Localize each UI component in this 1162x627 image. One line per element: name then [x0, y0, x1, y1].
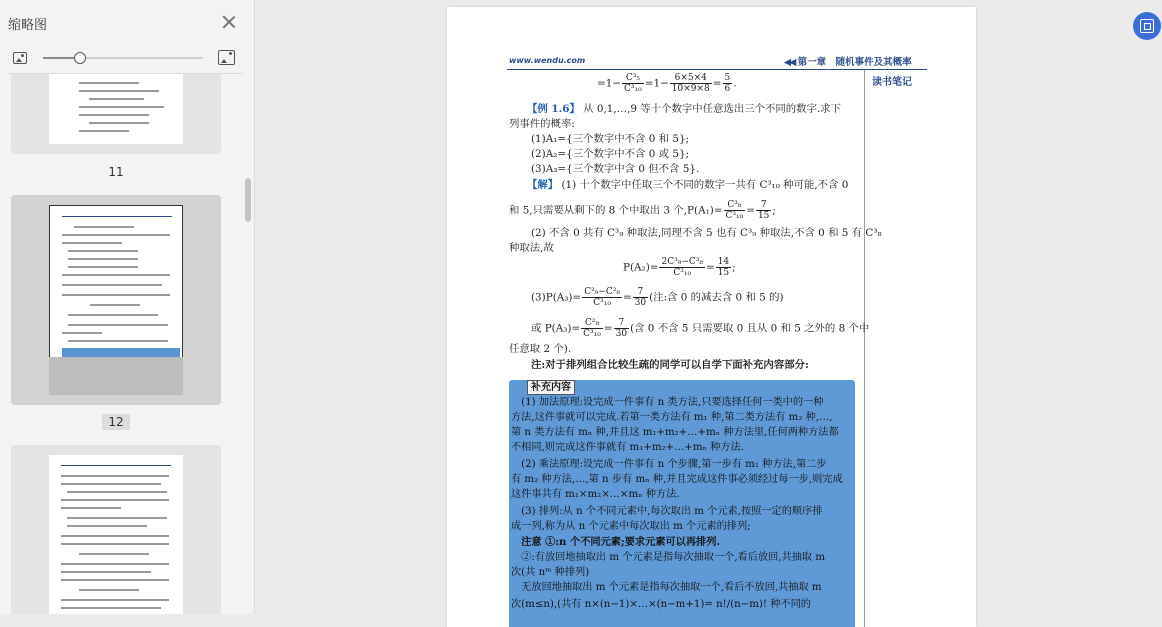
equation-line: (3)P(A₃)= $\frac{\text{C²₉−C²₈}}{\text{C³₁₀}}$ = $\frac{7}{30}$ (注:含 0 的减去含 0 和 5 的) — [531, 287, 784, 308]
slider-knob[interactable] — [74, 52, 86, 64]
supplement-line: 注意 ①:n 个不同元素;要求元素可以再排列. — [511, 536, 720, 548]
supplement-line: 有 m₂ 种方法,…,第 n 步有 mₙ 种,并且完成这件事必须经过每一步,则完成 — [511, 474, 843, 485]
supplement-line: 无放回地抽取出 m 个元素是指每次抽取一个,看后不放回,共抽取 m — [511, 582, 822, 593]
text-line: (2) 不含 0 共有 C³₉ 种取法,同理不含 5 也有 C³₉ 种取法,不含 0 和 5 有 C³₈ — [531, 227, 882, 239]
thumbnail-size-slider[interactable] — [43, 57, 203, 59]
equation-line: 或 P(A₃)= $\frac{\text{C²₈}}{\text{C³₁₀}}$ = $\frac{7}{30}$ (含 0 不含 5 只需要取 0 且从 0 和 5 之外的 8 个中 — [531, 318, 870, 339]
zoom-in-image-icon[interactable] — [218, 50, 235, 65]
site-url: www.wendu.com — [509, 56, 586, 65]
chapter-title: ◀◀ 第一章 随机事件及其概率 — [783, 57, 912, 68]
thumbnail-page-12[interactable] — [11, 195, 221, 405]
note-line: 注:对于排列组合比较生疏的同学可以自学下面补充内容部分: — [531, 359, 809, 371]
thumbnail-page-image — [49, 74, 183, 144]
supplement-line: 次(m≤n),(共有 n×(n−1)×…×(n−m+1)= n!/(n−m)! 种不同的 — [511, 599, 811, 610]
equation-line: P(A₂)= $\frac{\text{2C³₉−C³₈}}{\text{C³₁₀}}$ = $\frac{14}{15}$ ; — [623, 257, 736, 278]
reading-notes-label: 读书笔记 — [872, 77, 912, 88]
example-heading: 【例 1.6】 从 0,1,…,9 等十个数字中任意选出三个不同的数字.求下 — [527, 103, 842, 115]
text-line: (3)A₃={三个数字中含 0 但不含 5}. — [531, 163, 700, 175]
text-line: 列事件的概率: — [509, 118, 575, 130]
supplement-line: 方法,这件事就可以完成.若第一类方法有 m₁ 种,第二类方法有 m₂ 种,…, — [511, 412, 833, 423]
thumbnail-page-number: 11 — [108, 165, 124, 179]
text-line: 任意取 2 个). — [509, 343, 572, 355]
thumbnail-sidebar — [0, 0, 255, 614]
thumbnail-page-image — [49, 455, 183, 614]
supplement-line: 第 n 类方法有 mₙ 种,并且这 m₁+m₂+…+mₙ 种方法里,任何两种方法都 — [511, 427, 839, 438]
document-page — [447, 7, 976, 627]
thumbnail-viewport-overlay — [49, 357, 183, 395]
text-line: (1)A₁={三个数字中不含 0 和 5}; — [531, 133, 690, 145]
floating-tool-button[interactable] — [1133, 12, 1161, 40]
supplement-line: (3) 排列:从 n 个不同元素中,每次取出 m 个元素,按照一定的顺序排 — [511, 506, 823, 517]
thumbnail-zoom-control — [0, 44, 255, 72]
thumbnail-page-13[interactable] — [11, 445, 221, 614]
equation-line: =1− $\frac{\text{C³₅}}{\text{C³₁₀}}$ =1− $\frac{6\times 5\times 4}{10\times 9\times 8}$ = $\frac{5}{6}$ . — [597, 73, 737, 94]
sidebar-scrollbar[interactable] — [245, 178, 251, 222]
margin-rule — [864, 70, 865, 627]
supplement-tag: 补充内容 — [527, 380, 575, 395]
text-line: (2)A₂={三个数字中不含 0 或 5}; — [531, 148, 690, 160]
supplement-line: 成一列,称为从 n 个元素中每次取出 m 个元素的排列; — [511, 521, 751, 532]
supplement-line: ②:有放回地抽取出 m 个元素是指每次抽取一个,看后放回,共抽取 m — [511, 552, 826, 563]
supplement-line: 不相同,则完成这件事就有 m₁+m₂+…+mₙ 种方法. — [511, 442, 744, 453]
supplement-text — [511, 380, 855, 627]
close-icon[interactable] — [221, 14, 237, 30]
text-line: 和 5,只需要从剩下的 8 个中取出 3 个,P(A₁)= $\frac{\text{C³₈}}{\text{C³₁₀}}$ = $\frac{7}{15}$ ; — [509, 200, 776, 221]
thumbnail-list — [0, 74, 245, 614]
thumbnail-page-11[interactable] — [11, 74, 221, 154]
thumbnail-page-number: 12 — [0, 415, 232, 429]
supplement-line: 次(共 nᵐ 种排列) — [511, 567, 590, 578]
solution-heading: 【解】 (1) 十个数字中任取三个不同的数字一共有 C³₁₀ 种可能,不含 0 — [527, 179, 849, 191]
supplement-box — [509, 380, 855, 627]
supplement-line: (1) 加法原理:设完成一件事有 n 类方法,只要选择任何一类中的一种 — [511, 397, 824, 408]
text-line: 种取法,故 — [509, 242, 554, 254]
supplement-line: (2) 乘法原理:设完成一件事有 n 个步骤,第一步有 m₁ 种方法,第二步 — [511, 459, 827, 470]
supplement-line: 这件事共有 m₁×m₂×…×mₙ 种方法. — [511, 489, 680, 500]
sidebar-title: 缩略图 — [8, 18, 48, 33]
screenshot-icon — [1140, 19, 1154, 33]
page-header — [507, 56, 927, 70]
zoom-out-image-icon[interactable] — [13, 52, 27, 64]
